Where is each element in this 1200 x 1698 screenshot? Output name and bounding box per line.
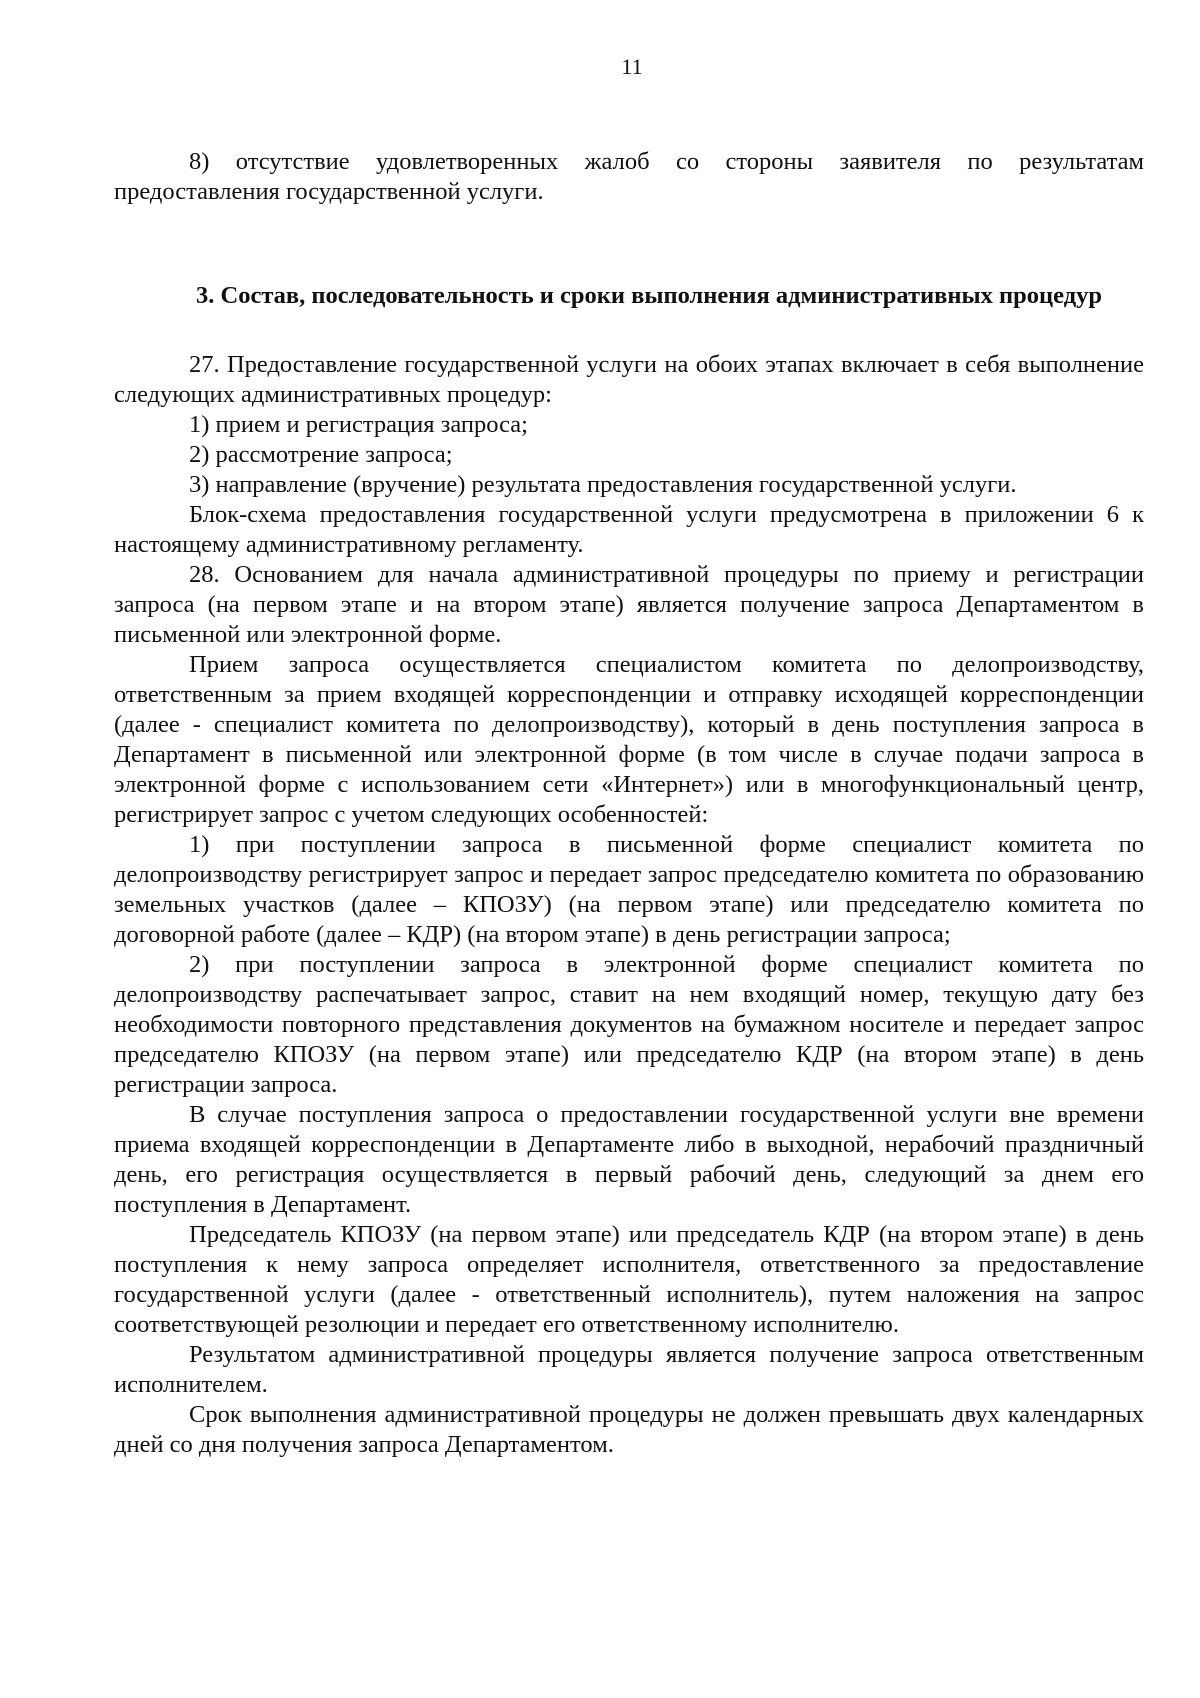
- paragraph-reception: Прием запроса осуществляется специалистом комитета по делопроизводству, ответственным за прием входящей корреспонденции и отправку исходящей корреспонденции (далее - специалист комитета по делопроизводству), который в день поступления запроса в Департамент в письменной или электронной форме (в том числе в случае подачи запроса в электронной форме с использованием сети «Интернет») или в многофункциональный центр, регистрирует запрос с учетом следующих особенностей:: [114, 651, 1144, 828]
- document-body: [114, 147, 1144, 1460]
- paragraph-off-hours: В случае поступления запроса о предоставлении государственной услуги вне времени приема входящей корреспонденции в Департаменте либо в выходной, нерабочий праздничный день, его регистрация осуществляется в первый рабочий день, следующий за днем его поступления в Департамент.: [114, 1101, 1144, 1218]
- paragraph-result: Результатом административной процедуры является получение запроса ответственным исполнителем.: [114, 1341, 1144, 1398]
- list-item-2: 2) рассмотрение запроса;: [189, 441, 453, 468]
- list-item-3: 3) направление (вручение) результата предоставления государственной услуги.: [189, 471, 1017, 498]
- paragraph-28: 28. Основанием для начала административной процедуры по приему и регистрации запроса (на первом этапе и на втором этапе) является получение запроса Департаментом в письменной или электронной форме.: [114, 561, 1144, 648]
- list-item-1: 1) прием и регистрация запроса;: [189, 411, 528, 438]
- paragraph-written-form: 1) при поступлении запроса в письменной форме специалист комитета по делопроизводству регистрирует запрос и передает запрос председателю комитета по образованию земельных участков (далее – КПОЗУ) (на первом этапе) или председателю комитета по договорной работе (далее – КДР) (на втором этапе) в день регистрации запроса;: [114, 831, 1144, 948]
- paragraph-chairman: Председатель КПОЗУ (на первом этапе) или председатель КДР (на втором этапе) в день поступления к нему запроса определяет исполнителя, ответственного за предоставление государственной услуги (далее - ответственный исполнитель), путем наложения на запрос соответствующей резолюции и передает его ответственному исполнителю.: [114, 1221, 1144, 1338]
- page-number: 11: [621, 54, 643, 79]
- paragraph-electronic-form: 2) при поступлении запроса в электронной форме специалист комитета по делопроизводству распечатывает запрос, ставит на нем входящий номер, текущую дату без необходимости повторного представления документов на бумажном носителе и передает запрос председателю КПОЗУ (на первом этапе) или председателю КДР (на втором этапе) в день регистрации запроса.: [114, 951, 1144, 1098]
- section-heading: 3. Состав, последовательность и сроки выполнения административных процедур: [196, 282, 1102, 309]
- paragraph-27: 27. Предоставление государственной услуги на обоих этапах включает в себя выполнение следующих административных процедур:: [114, 351, 1144, 408]
- paragraph-deadline: Срок выполнения административной процедуры не должен превышать двух календарных дней со дня получения запроса Департаментом.: [114, 1401, 1144, 1458]
- paragraph-block-scheme: Блок-схема предоставления государственной услуги предусмотрена в приложении 6 к настоящему административному регламенту.: [114, 501, 1144, 558]
- intro-item: 8) отсутствие удовлетворенных жалоб со стороны заявителя по результатам предоставления государственной услуги.: [114, 148, 1144, 205]
